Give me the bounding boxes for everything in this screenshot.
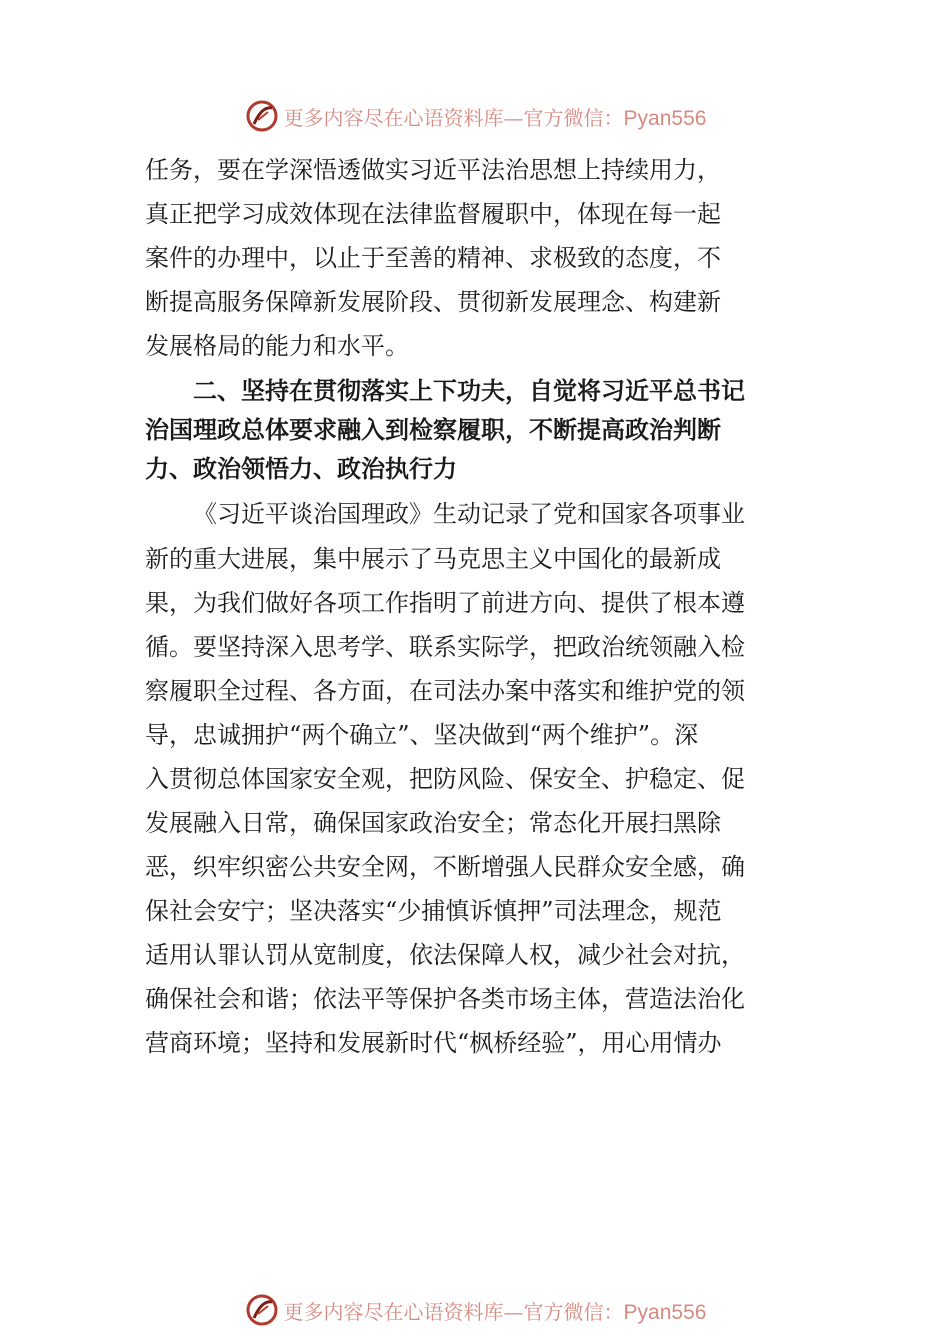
text-line: 循。要坚持深入思考学、联系实际学，把政治统领融入检: [145, 633, 745, 661]
banner-wechat: 官方微信：: [523, 105, 624, 130]
text-line: 发展格局的能力和水平。: [145, 332, 409, 360]
section-heading: [145, 372, 785, 489]
heading-line: 力、政治领悟力、政治执行力: [145, 455, 457, 483]
text-line: 断提高服务保障新发展阶段、贯彻新发展理念、构建新: [145, 288, 721, 316]
banner-wechat: 官方微信：: [523, 1299, 624, 1324]
text-line: 确保社会和谐；依法平等保护各类市场主体，营造法治化: [145, 985, 745, 1013]
banner-dash: —: [503, 1299, 524, 1324]
text-line: 察履职全过程、各方面，在司法办案中落实和维护党的领: [145, 677, 745, 705]
banner-text: [284, 102, 707, 131]
text-line: 发展融入日常，确保国家政治安全；常态化开展扫黑除: [145, 809, 721, 837]
paragraph-2: [145, 491, 785, 1065]
text-line: 真正把学习成效体现在法律监督履职中，体现在每一起: [145, 200, 721, 228]
brand-logo-icon: [244, 98, 280, 134]
text-line: 果，为我们做好各项工作指明了前进方向、提供了根本遵: [145, 589, 745, 617]
text-line: 入贯彻总体国家安全观，把防风险、保安全、护稳定、促: [145, 765, 745, 793]
banner-main: 更多内容尽在心语资料库: [283, 1299, 504, 1324]
banner-text: [284, 1296, 707, 1325]
paragraph-1: [145, 148, 785, 368]
heading-line: 治国理政总体要求融入到检察履职，不断提高政治判断: [145, 416, 721, 444]
banner-id: Pyan556: [623, 106, 707, 130]
footer-banner: [0, 1290, 950, 1330]
brand-logo-icon: [244, 1292, 280, 1328]
text-line: 适用认罪认罚从宽制度，依法保障人权，减少社会对抗，: [145, 941, 745, 969]
text-line: 恶，织牢织密公共安全网，不断增强人民群众安全感，确: [145, 853, 745, 881]
banner-main: 更多内容尽在心语资料库: [283, 105, 504, 130]
text-line: 导，忠诚拥护“两个确立”、坚决做到“两个维护”。深: [145, 721, 699, 749]
text-line: 任务，要在学深悟透做实习近平法治思想上持续用力，: [145, 156, 721, 184]
banner-dash: —: [503, 105, 524, 130]
text-line: 案件的办理中，以止于至善的精神、求极致的态度，不: [145, 244, 721, 272]
text-line: 新的重大进展，集中展示了马克思主义中国化的最新成: [145, 545, 721, 573]
text-line: 营商环境；坚持和发展新时代“枫桥经验”，用心用情办: [145, 1029, 722, 1057]
heading-line: 二、坚持在贯彻落实上下功夫，自觉将习近平总书记: [193, 377, 745, 405]
text-line: 保社会安宁；坚决落实“少捕慎诉慎押”司法理念，规范: [145, 897, 722, 925]
document-body: [145, 148, 785, 1065]
text-line: 《习近平谈治国理政》生动记录了党和国家各项事业: [193, 500, 745, 528]
header-banner: [0, 96, 950, 136]
banner-id: Pyan556: [623, 1300, 707, 1324]
